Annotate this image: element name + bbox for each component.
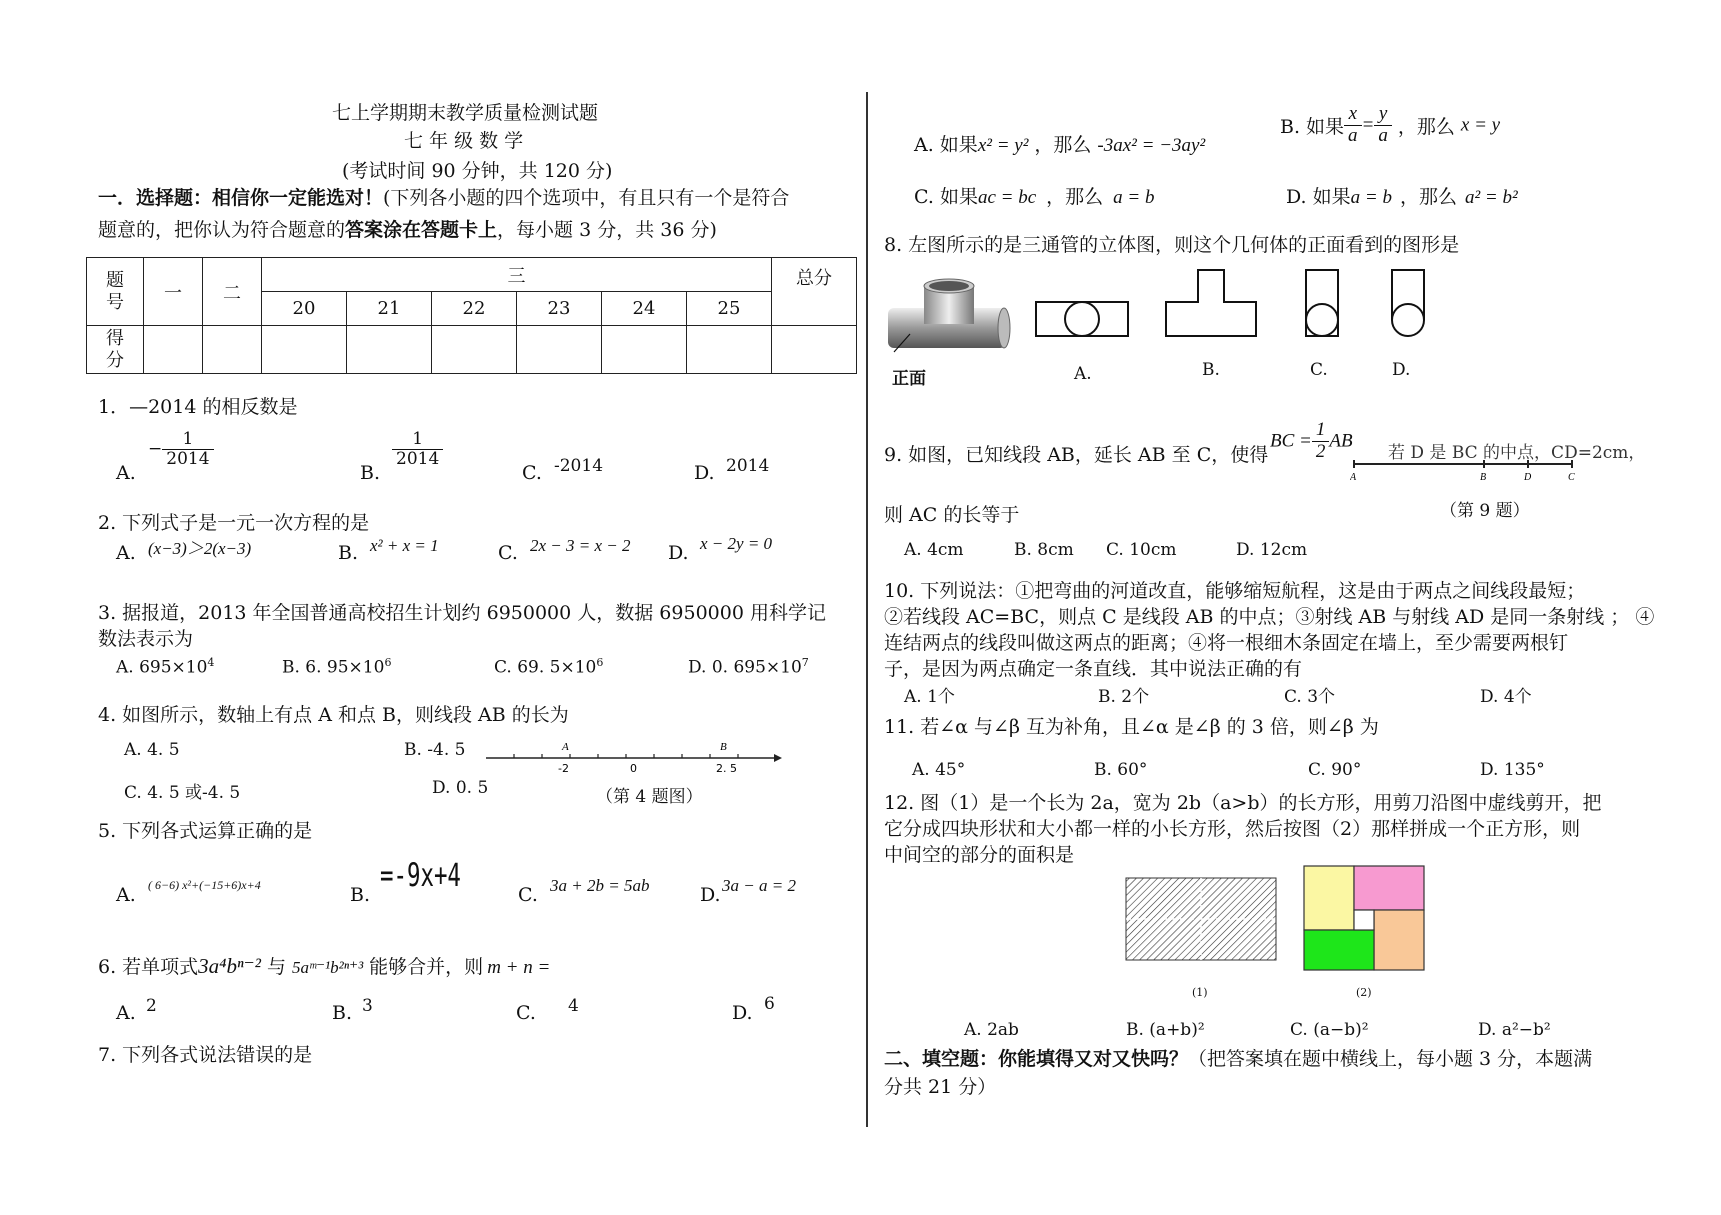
q4-stem: 4. 如图所示，数轴上有点 A 和点 B，则线段 AB 的长为	[98, 704, 569, 726]
score-table-total: 总分	[772, 258, 857, 326]
q5-stem: 5. 下列各式运算正确的是	[98, 820, 313, 842]
section2-heading-line2: 分共 21 分）	[884, 1076, 997, 1098]
q12-option-a: A. 2ab	[964, 1020, 1019, 1040]
q1-option-d: 2014	[726, 456, 770, 476]
q4-option-b: B. -4. 5	[404, 740, 466, 760]
score-table-tihao: 题号	[87, 258, 144, 326]
q6-option-b: 3	[362, 996, 373, 1016]
score-cell	[772, 326, 857, 374]
section1-text-a: 题意的，把你认为符合题意的	[98, 219, 346, 241]
q11-stem: 11. 若∠α 与∠β 互为补角，且∠α 是∠β 的 3 倍，则∠β 为	[884, 716, 1379, 738]
q8-stem: 8. 左图所示的是三通管的立体图，则这个几何体的正面看到的图形是	[884, 234, 1460, 256]
column-divider	[866, 92, 868, 1127]
q4-option-a: A. 4. 5	[124, 740, 180, 760]
score-table-col1: 一	[144, 258, 203, 326]
q2-option-c-label: C.	[498, 542, 518, 564]
q4-figure-caption: （第 4 题图）	[596, 787, 703, 807]
exam-title: 七上学期期末教学质量检测试题	[332, 102, 599, 124]
section1-text-bold: 答案涂在答题卡上	[345, 219, 498, 241]
q1-option-c: -2014	[554, 456, 604, 476]
score-table-col3: 三	[262, 258, 772, 292]
q11-option-b: B. 60°	[1094, 760, 1148, 780]
q3-stem-line1: 3. 据报道，2013 年全国普通高校招生计划约 6950000 人，数据 6950000 用科学记	[98, 602, 826, 624]
q6-stem: 6. 若单项式3a⁴bⁿ⁻² 与 5aᵐ⁻¹b²ⁿ⁺³ 能够合并，则 m + n =	[98, 954, 551, 978]
q7-stem: 7. 下列各式说法错误的是	[98, 1044, 313, 1066]
q4-option-d: D. 0. 5	[432, 778, 489, 798]
q10-option-c: C. 3个	[1284, 687, 1336, 707]
q9-option-c: C. 10cm	[1106, 540, 1177, 560]
q1-stem: 1．—2014 的相反数是	[98, 396, 298, 418]
q9-option-b: B. 8cm	[1014, 540, 1074, 560]
q9-stem-b: 若 D 是 BC 的中点，CD=2cm，	[1388, 443, 1646, 463]
q8-option-c-shape	[1302, 268, 1342, 340]
q8-option-c-label: C.	[1310, 360, 1328, 380]
score-cell	[687, 326, 772, 374]
section1-heading-line2	[98, 215, 717, 242]
q3-option-d: D. 0. $695\times 10^7$	[688, 656, 809, 678]
score-cell	[602, 326, 687, 374]
q8-option-d-shape	[1388, 268, 1428, 340]
q4-tick-label: 2. 5	[716, 762, 737, 775]
section1-text-c: ，每小题 3 分，共 36 分)	[497, 219, 717, 241]
q6-expression: m + n =	[487, 957, 551, 978]
q9-point-c: C	[1568, 472, 1575, 482]
section1-heading-line1	[98, 183, 789, 210]
q9-option-a: A. 4cm	[904, 540, 964, 560]
score-table-sub: 20	[262, 292, 347, 326]
score-table-sub: 25	[687, 292, 772, 326]
q9-option-d: D. 12cm	[1236, 540, 1308, 560]
q2-stem: 2. 下列式子是一元一次方程的是	[98, 512, 370, 534]
q4-tick-label: -2	[558, 762, 569, 775]
q4-point-a: A	[562, 741, 569, 753]
tee-pipe-icon	[884, 278, 1014, 378]
q8-option-b-label: B.	[1202, 360, 1220, 380]
peach-rectangle	[1374, 910, 1424, 970]
q5-option-a: ( 6−6) x²+(−15+6)x+4	[148, 878, 261, 892]
q1-option-b: $\frac{1}{2014}$	[392, 430, 443, 468]
q4-option-c: C. 4. 5 或-4. 5	[124, 783, 241, 803]
q2-option-d-label: D.	[668, 542, 689, 564]
q9-stem-a: 9. 如图，已知线段 AB，延长 AB 至 C，使得	[884, 444, 1269, 466]
q11-option-c: C. 90°	[1308, 760, 1362, 780]
section2-heading	[884, 1044, 1592, 1071]
q3-option-b: B. 6. $95\times 10^6$	[282, 656, 392, 678]
q10-option-b: B. 2个	[1098, 687, 1150, 707]
q1-option-c-label: C.	[522, 462, 542, 484]
yellow-rectangle	[1304, 866, 1354, 930]
q8-option-b-shape	[1162, 268, 1262, 340]
q6-monomial-1: 3a⁴bⁿ⁻²	[198, 954, 261, 978]
q4-point-b: B	[720, 741, 727, 753]
q6-option-a-label: A.	[116, 1002, 136, 1024]
pink-rectangle	[1354, 866, 1424, 910]
q6-option-b-label: B.	[332, 1002, 353, 1024]
q12-line2: 它分成四块形状和大小都一样的小长方形，然后按图（2）那样拼成一个正方形，则	[884, 818, 1581, 840]
score-cell	[347, 326, 432, 374]
q1-option-d-label: D.	[694, 462, 715, 484]
q1-option-b-label: B.	[360, 462, 381, 484]
q5-option-c-label: C.	[518, 884, 538, 906]
q1-option-a: − $\frac{1}{2014}$	[148, 430, 214, 468]
score-cell	[517, 326, 602, 374]
q12-figure-1	[1124, 876, 1280, 964]
section1-heading-rest: (下列各小题的四个选项中，有且只有一个是符合	[383, 187, 790, 209]
q12-figure-1-caption: (1)	[1192, 986, 1208, 999]
q6-option-d: 6	[764, 994, 775, 1014]
section2-heading-bold: 二、填空题：你能填得又对又快吗？	[884, 1048, 1189, 1070]
q6-option-d-label: D.	[732, 1002, 753, 1024]
q10-option-d: D. 4个	[1480, 687, 1532, 707]
q10-line2: ②若线段 AC=BC，则点 C 是线段 AB 的中点；③射线 AB 与射线 AD 是同一条射线 ； ④	[884, 606, 1655, 628]
green-rectangle	[1304, 930, 1374, 970]
q8-front-label: 正面	[892, 369, 926, 389]
score-cell	[144, 326, 203, 374]
q4-tick-label: 0	[630, 762, 637, 775]
q12-line1: 12. 图（1）是一个长为 2a，宽为 2b（a>b）的长方形，用剪刀沿图中虚线剪开，把	[884, 792, 1602, 814]
q8-option-d-label: D.	[1392, 360, 1411, 380]
q8-option-a-shape	[1034, 298, 1134, 342]
exam-subtitle: 七 年 级 数 学	[404, 130, 524, 152]
section1-heading-bold: 一．选择题：相信你一定能选对！	[98, 187, 384, 209]
q9-relation: BC = $\frac{1}{2}$ AB	[1270, 419, 1353, 462]
q11-option-a: A. 45°	[912, 760, 966, 780]
score-table	[86, 257, 857, 374]
q7-option-b: B. 如果 $\frac{x}{a}$ = $\frac{y}{a}$ ，那么 x = y	[1280, 103, 1501, 146]
score-table-sub: 22	[432, 292, 517, 326]
q7-option-c: C. 如果ac = bc ，那么 a = b	[914, 186, 1155, 208]
q11-option-d: D. 135°	[1480, 760, 1545, 780]
q12-option-b: B. (a+b)²	[1126, 1020, 1205, 1040]
q5-option-c: 3a + 2b = 5ab	[550, 876, 650, 895]
q9-point-d: D	[1524, 472, 1532, 482]
score-table-col2: 二	[203, 258, 262, 326]
q12-option-c: C. (a−b)²	[1290, 1020, 1369, 1040]
q1-option-a-label: A.	[116, 462, 136, 484]
q3-option-c: C. 69. $5\times 10^6$	[494, 656, 604, 678]
q6-monomial-2: 5aᵐ⁻¹b²ⁿ⁺³	[291, 958, 364, 977]
q12-line3: 中间空的部分的面积是	[884, 844, 1075, 866]
q10-line4: 子，是因为两点确定一条直线．其中说法正确的有	[884, 658, 1303, 680]
score-cell	[262, 326, 347, 374]
q12-figure-2	[1302, 864, 1428, 974]
q12-figure-2-caption: (2)	[1356, 986, 1372, 999]
q7-option-a: A. 如果x² = y² ，那么 -3ax² = −3ay²	[914, 134, 1206, 156]
q2-option-a-label: A.	[116, 542, 136, 564]
q2-option-b-label: B.	[338, 542, 359, 564]
q9-caption: （第 9 题）	[1440, 501, 1530, 521]
q2-option-d: x − 2y = 0	[700, 534, 773, 553]
q2-option-b: x² + x = 1	[370, 536, 439, 555]
q8-option-a-label: A.	[1074, 364, 1092, 384]
q5-option-b: =-9x+4	[380, 856, 461, 894]
q7-option-d: D. 如果a = b ，那么 a² = b²	[1286, 186, 1518, 208]
q2-option-c: 2x − 3 = x − 2	[530, 536, 631, 555]
q9-point-b: B	[1480, 472, 1487, 482]
exam-time-note: (考试时间 90 分钟，共 120 分)	[342, 160, 613, 182]
q6-option-c: 4	[568, 996, 579, 1016]
score-table-sub: 21	[347, 292, 432, 326]
center-hole	[1354, 910, 1374, 930]
score-cell	[203, 326, 262, 374]
q10-line3: 连结两点的线段叫做这两点的距离；④将一根细木条固定在墙上，至少需要两根钉	[884, 632, 1569, 654]
q9-point-a: A	[1350, 472, 1357, 482]
q10-line1: 10. 下列说法：①把弯曲的河道改直，能够缩短航程，这是由于两点之间线段最短；	[884, 580, 1586, 602]
q5-option-d-label: D.	[700, 884, 721, 906]
q4-number-line	[484, 738, 784, 778]
q3-option-a: A. $695\times 10^4$	[116, 656, 215, 678]
score-table-sub: 24	[602, 292, 687, 326]
q6-option-c-label: C.	[516, 1002, 536, 1024]
q5-option-b-label: B.	[350, 884, 371, 906]
section2-heading-rest: （把答案填在题中横线上，每小题 3 分，本题满	[1188, 1048, 1593, 1070]
score-table-sub: 23	[517, 292, 602, 326]
score-cell	[432, 326, 517, 374]
q10-option-a: A. 1个	[904, 687, 955, 707]
q12-option-d: D. a²−b²	[1478, 1020, 1551, 1040]
q6-option-a: 2	[146, 996, 157, 1016]
q9-stem-c: 则 AC 的长等于	[884, 504, 1020, 526]
q3-stem-line2: 数法表示为	[98, 628, 194, 650]
score-table-defen: 得分	[87, 326, 144, 374]
q5-option-d: 3a − a = 2	[722, 876, 796, 895]
q2-option-a: (x−3)＞2(x−3)	[148, 539, 252, 558]
q9-segment-figure	[1350, 458, 1578, 482]
q5-option-a-label: A.	[116, 884, 136, 906]
